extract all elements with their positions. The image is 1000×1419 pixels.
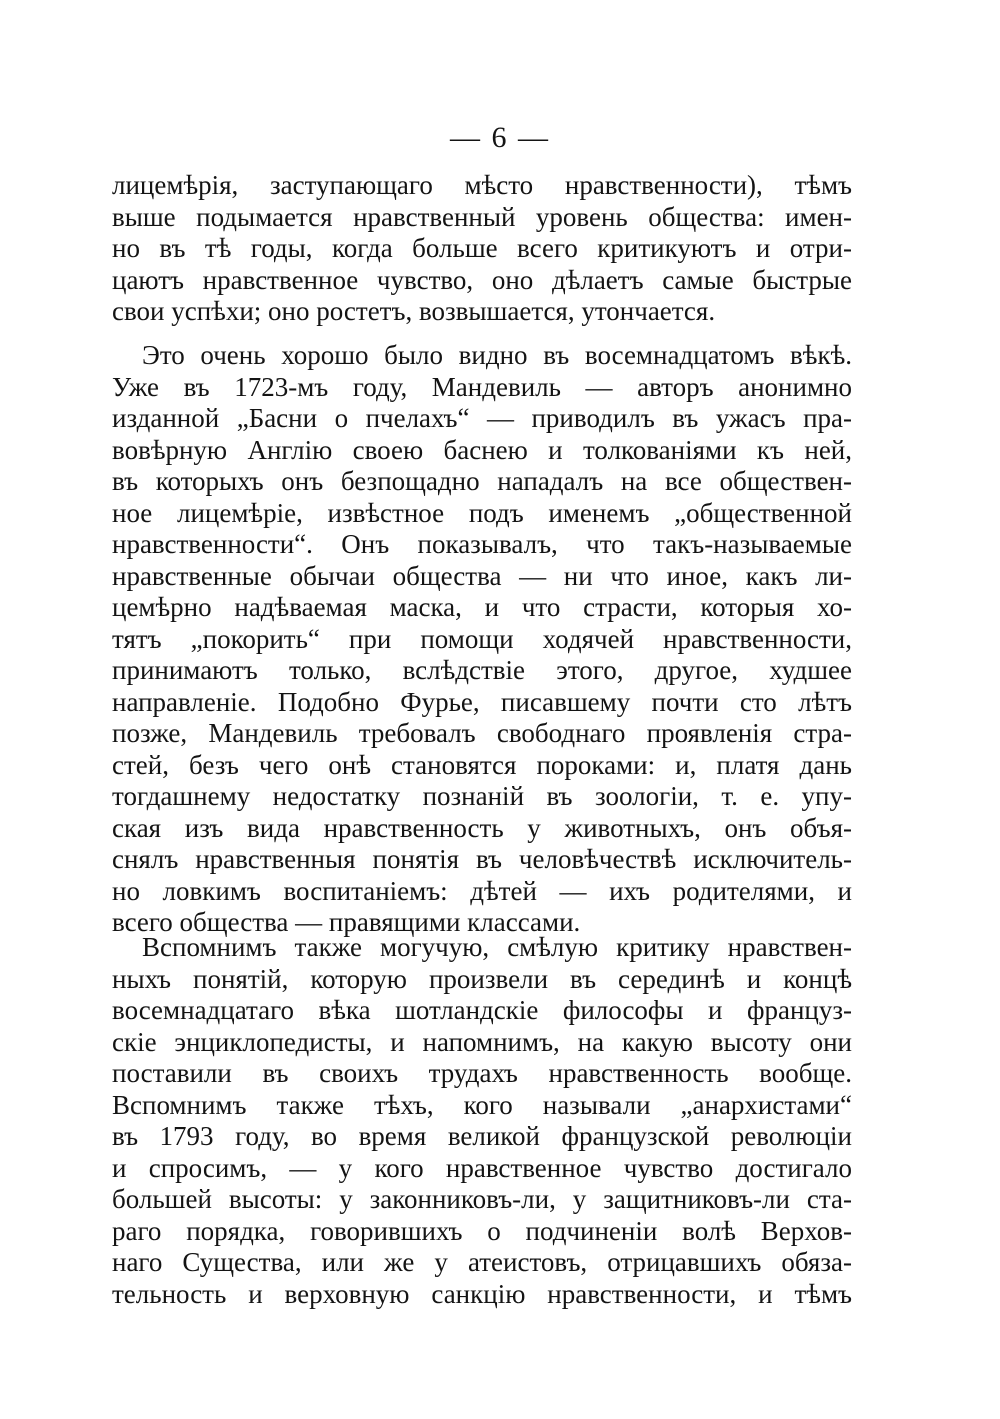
text-line: въ которыхъ онъ безпощадно нападалъ на все обществен- <box>112 466 852 496</box>
text-line: тятъ „покорить“ при помощи ходячей нравственности, <box>112 623 852 654</box>
paragraph-1 <box>112 170 852 328</box>
text-line: раго порядка, говорившихъ о подчиненіи волѣ Верхов- <box>112 1215 852 1246</box>
text-line: лицемѣрія, заступающаго мѣсто нравственности), тѣмъ <box>112 170 852 200</box>
text-line: нравственности“. Онъ показывалъ, что такъ-называемые <box>112 529 852 559</box>
text-line: всего общества — правящими классами. <box>112 907 581 937</box>
text-line: тогдашнему недостатку познаній въ зоологіи, т. е. упу- <box>112 781 852 811</box>
text-line: вовѣрную Англію своею баснею и толкованіями къ ней, <box>112 434 852 465</box>
text-line: тельность и верховную санкцію нравственности, и тѣмъ <box>112 1278 852 1309</box>
text-line: выше подымается нравственный уровень общества: имен- <box>112 201 852 232</box>
page-number: — 6 — <box>450 121 550 154</box>
text-line: Вспомнимъ также тѣхъ, кого называли „анархистами“ <box>112 1089 852 1120</box>
text-line: поставили въ своихъ трудахъ нравственность вообще. <box>112 1058 852 1088</box>
text-line: ное лицемѣріе, извѣстное подъ именемъ „общественной <box>112 497 852 528</box>
text-line: направленіе. Подобно Фурье, писавшему почти сто лѣтъ <box>112 686 852 717</box>
text-line: Вспомнимъ также могучую, смѣлую критику нравствен- <box>142 932 852 962</box>
text-line: наго Существа, или же у атеистовъ, отрицавшихъ обяза- <box>112 1247 852 1277</box>
paragraph-2 <box>112 340 852 939</box>
text-line: и спросимъ, — у кого нравственное чувство достигало <box>112 1152 852 1183</box>
text-line: но въ тѣ годы, когда больше всего критикуютъ и отри- <box>112 233 852 263</box>
text-line: цаютъ нравственное чувство, оно дѣлаетъ самые быстрые <box>112 264 852 295</box>
text-line: ныхъ понятій, которую произвели въ серединѣ и концѣ <box>112 963 852 994</box>
text-line: позже, Мандевиль требовалъ свободнаго проявленія стра- <box>112 718 852 748</box>
text-line: скіе энциклопедисты, и напомнимъ, на какую высоту они <box>112 1026 852 1057</box>
text-line: Уже въ 1723-мъ году, Мандевиль — авторъ анонимно <box>112 371 852 402</box>
text-line: стей, безъ чего онѣ становятся пороками: и, платя дань <box>112 749 852 780</box>
text-line: принимаютъ только, вслѣдствіе этого, другое, худшее <box>112 655 852 685</box>
paragraph-3 <box>112 932 852 1310</box>
text-line: изданной „Басни о пчелахъ“ — приводилъ въ ужасъ пра- <box>112 403 852 433</box>
text-line: въ 1793 году, во время великой французской революціи <box>112 1121 852 1151</box>
text-line: свои успѣхи; оно ростетъ, возвышается, утончается. <box>112 296 716 326</box>
text-line: снялъ нравственныя понятія въ человѣчествѣ исключитель- <box>112 844 852 874</box>
text-line: но ловкимъ воспитаніемъ: дѣтей — ихъ родителями, и <box>112 875 852 906</box>
text-line: нравственные обычаи общества — ни что иное, какъ ли- <box>112 560 852 591</box>
text-line: восемнадцатаго вѣка шотландскіе философы и француз- <box>112 995 852 1025</box>
text-line: Это очень хорошо было видно въ восемнадцатомъ вѣкѣ. <box>142 340 852 370</box>
text-line: цемѣрно надѣваемая маска, и что страсти, которыя хо- <box>112 592 852 622</box>
text-line: большей высоты: у законниковъ-ли, у защитниковъ-ли ста- <box>112 1184 852 1214</box>
text-line: ская изъ вида нравственность у животныхъ, онъ объя- <box>112 812 852 843</box>
